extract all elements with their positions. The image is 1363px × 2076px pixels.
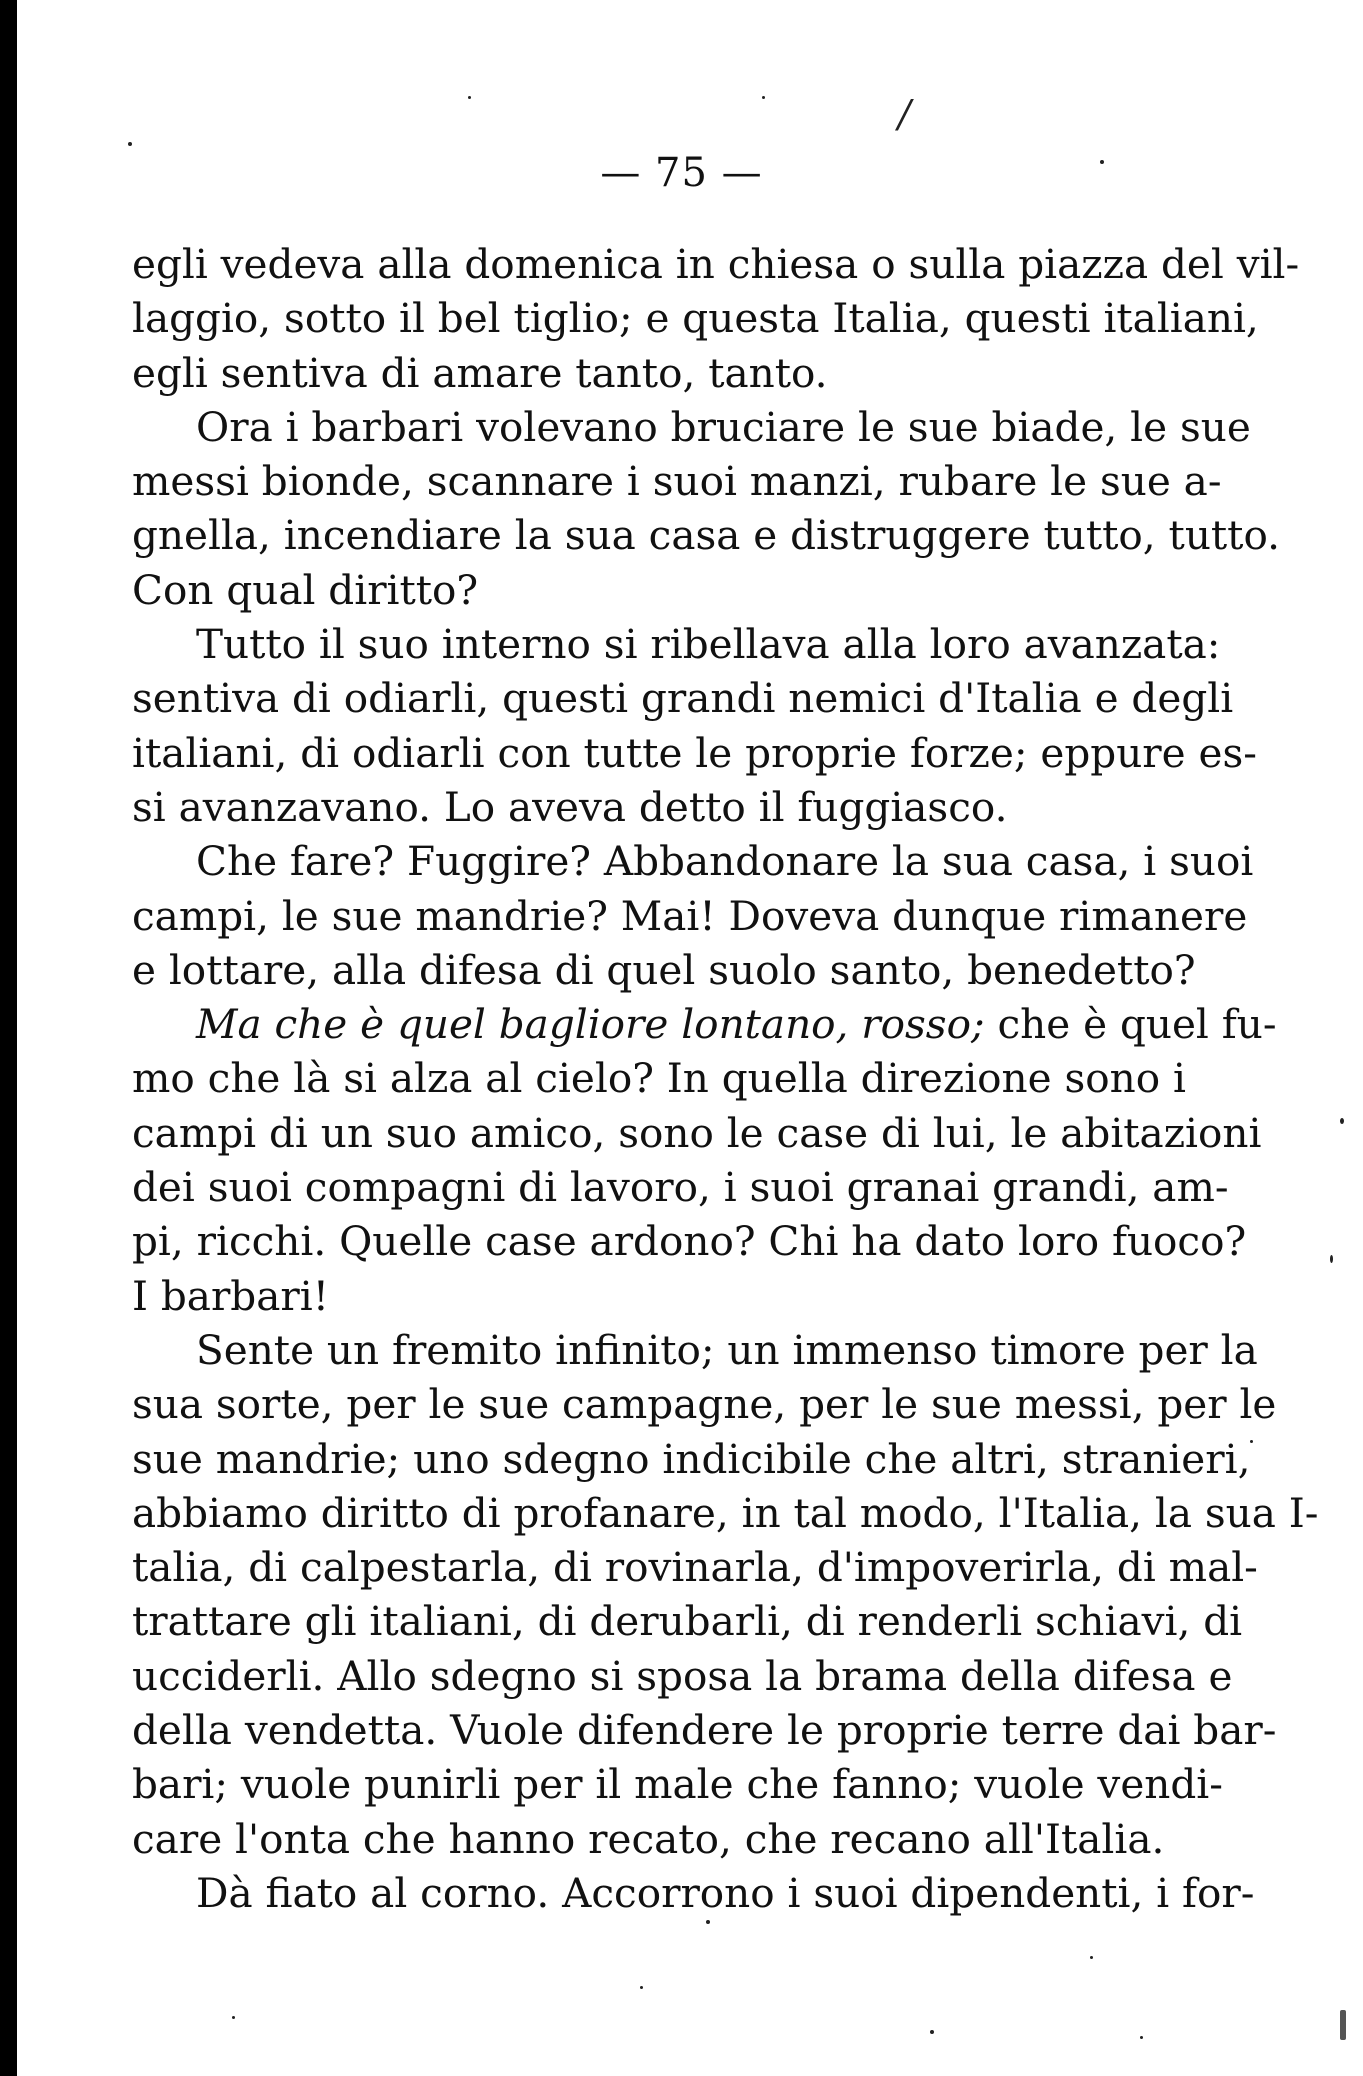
scan-speck (1140, 2036, 1143, 2039)
text-line: trattare gli italiani, di derubarli, di renderli schiavi, di (132, 1597, 1243, 1646)
scan-speck (930, 2030, 934, 2034)
corner-pencil-mark: / (898, 92, 911, 136)
text-line: abbiamo diritto di profanare, in tal modo, l'Italia, la sua I- (132, 1488, 1319, 1537)
text-line: egli vedeva alla domenica in chiesa o sulla piazza del vil- (132, 240, 1300, 288)
scan-speck (1330, 1255, 1333, 1263)
scan-speck (1090, 1956, 1093, 1959)
text-line: pi, ricchi. Quelle case ardono? Chi ha dato loro fuoco? (132, 1217, 1247, 1266)
text-line: talia, di calpestarla, di rovinarla, d'impoverirla, di mal- (132, 1543, 1258, 1592)
text-line: sue mandrie; uno sdegno indicibile che altri, stranieri, (132, 1434, 1251, 1483)
text-line: Ora i barbari volevano bruciare le sue biade, le sue (196, 402, 1251, 451)
scan-speck (468, 96, 471, 99)
text-line: bari; vuole punirli per il male che fanno; vuole vendi- (132, 1760, 1223, 1809)
text-line: sentiva di odiarli, questi grandi nemici d'Italia e degli (132, 674, 1234, 723)
text-line: campi di un suo amico, sono le case di lui, le abitazioni (132, 1108, 1262, 1157)
page-number: — 75 — (600, 150, 763, 196)
text-line: laggio, sotto il bel tiglio; e questa Italia, questi italiani, (132, 294, 1259, 343)
scan-left-border-shadow (14, 0, 17, 2076)
scan-left-border (0, 0, 14, 2076)
text-line: Dà fiato al corno. Accorrono i suoi dipendenti, i for- (196, 1868, 1255, 1917)
text-line: Che fare? Fuggire? Abbandonare la sua casa, i suoi (196, 837, 1254, 886)
scan-speck (1340, 1118, 1344, 1124)
scan-speck (706, 1920, 710, 1924)
scan-speck (640, 1986, 643, 1989)
text-line: Tutto il suo interno si ribellava alla loro avanzata: (196, 620, 1221, 669)
text-line: campi, le sue mandrie? Mai! Doveva dunque rimanere (132, 891, 1248, 940)
scan-speck (232, 2016, 235, 2019)
scan-speck (128, 142, 132, 146)
text-line: sua sorte, per le sue campagne, per le sue messi, per le (132, 1380, 1277, 1429)
text-line: italiani, di odiarli con tutte le proprie forze; eppure es- (132, 728, 1257, 777)
text-line: ucciderli. Allo sdegno si sposa la brama della difesa e (132, 1651, 1233, 1700)
text-line: gnella, incendiare la sua casa e distruggere tutto, tutto. (132, 511, 1281, 560)
text-line: Con qual diritto? (132, 565, 479, 614)
scan-speck (762, 96, 765, 99)
text-line: I barbari! (132, 1271, 329, 1320)
text-line: mo che là si alza al cielo? In quella direzione sono i (132, 1054, 1186, 1103)
text-line: si avanzavano. Lo aveva detto il fuggiasco. (132, 782, 1008, 831)
text-line: messi bionde, scannare i suoi manzi, rubare le sue a- (132, 457, 1222, 506)
scan-speck (1340, 2010, 1346, 2040)
text-line: care l'onta che hanno recato, che recano all'Italia. (132, 1814, 1165, 1863)
text-line: della vendetta. Vuole difendere le proprie terre dai bar- (132, 1706, 1277, 1755)
text-line: Sente un fremito infinito; un immenso timore per la (196, 1325, 1258, 1374)
body-text (132, 237, 1319, 1920)
text-line: dei suoi compagni di lavoro, i suoi granai grandi, am- (132, 1163, 1229, 1212)
text-line: egli sentiva di amare tanto, tanto. (132, 348, 828, 397)
text-line: e lottare, alla difesa di quel suolo santo, benedetto? (132, 945, 1196, 994)
scan-speck (1250, 1440, 1253, 1443)
text-line: Ma che è quel bagliore lontano, rosso; che è quel fu- (196, 1000, 1277, 1049)
